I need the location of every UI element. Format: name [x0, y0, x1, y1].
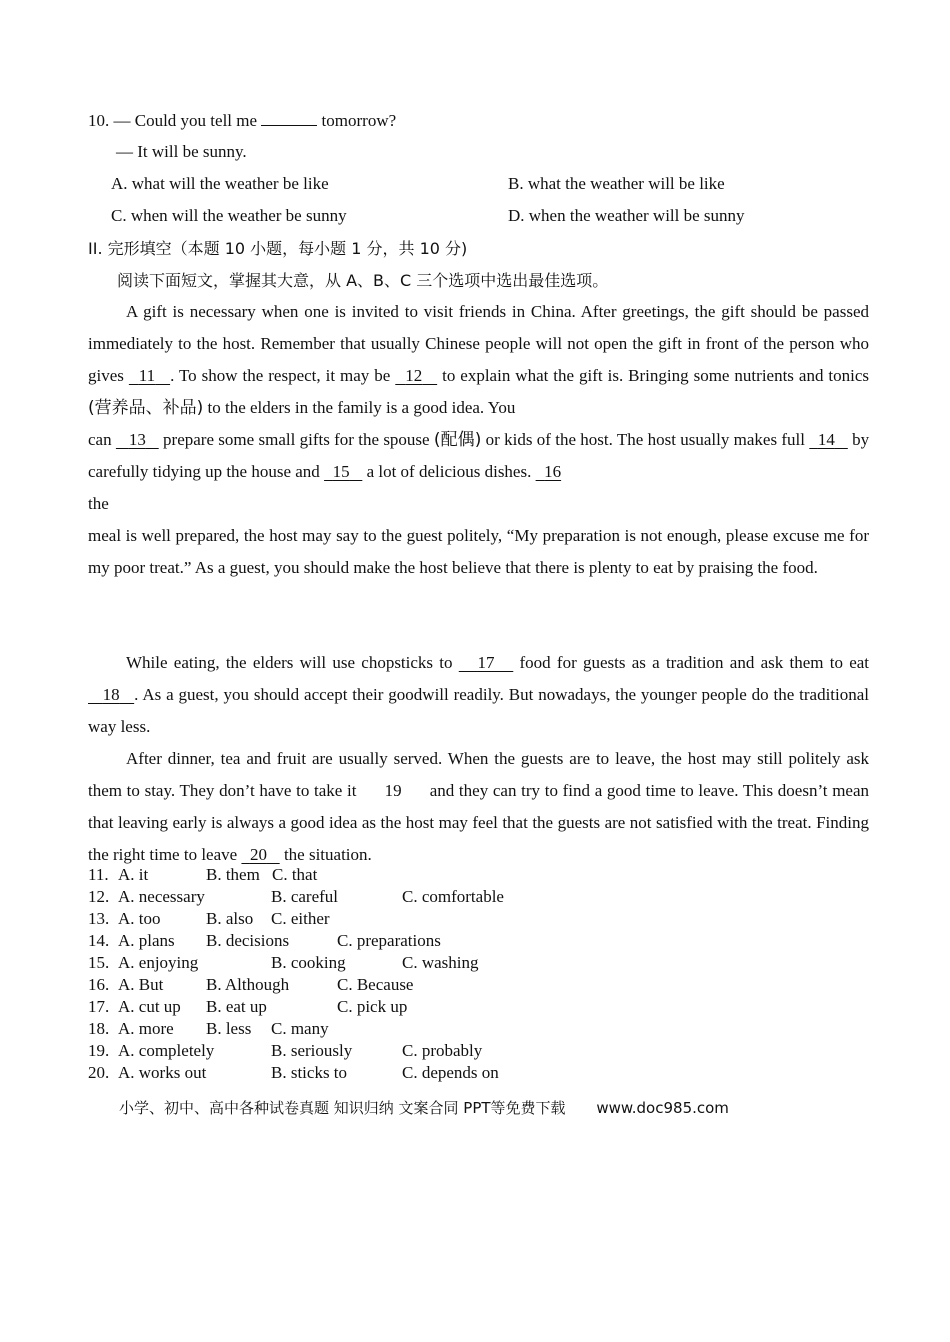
question-stem-after: tomorrow? — [321, 111, 397, 130]
answer-row-14: 14. A. plans B. decisions C. preparations — [88, 931, 441, 950]
blank-11: 11 — [138, 366, 156, 385]
answer-row-13: 13. A. too B. also C. either — [88, 909, 330, 928]
passage-paragraph-2: While eating, the elders will use chopsticks to 17 food for guests as a tradition and ask them to eat 18 . As a guest, you should accept their goodwill readily. But nowadays, the younger people do the traditional way less. — [88, 653, 870, 736]
option-a: A. what will the weather be like — [111, 174, 329, 193]
footer — [119, 1097, 729, 1118]
section-title: II. 完形填空（本题 10 小题，每小题 1 分，共 10 分) — [88, 239, 468, 258]
question-stem-before: — Could you tell me — [113, 111, 258, 130]
blank-17: 17 — [477, 653, 495, 672]
blank-20: 20 — [249, 845, 267, 864]
answer-row-16: 16. A. But B. Although C. Because — [88, 975, 414, 994]
answer-row-18: 18. A. more B. less C. many — [88, 1019, 329, 1038]
answer-row-20: 20. A. works out B. sticks to C. depends on — [88, 1063, 499, 1082]
answer-row-17: 17. A. cut up B. eat up C. pick up — [88, 997, 408, 1016]
annotation-nutrients: (营养品、补品) — [88, 398, 204, 418]
passage-paragraph-1: A gift is necessary when one is invited to visit friends in China. After greetings, the gift should be passed immediately to the host. Remember that usually Chinese people will not open the gift in front of the person who gives 11 . To show the respect, it may be 12 to explain what the gift is. Bringing some nutrients and tonics (营养品、补品) to the elders in the family is a good idea. You can 13 prepare some small gifts for the spouse (配偶) or kids of the host. The host usually makes full 14 by carefully tidying up the house and 15 a lot of delicious dishes. 16 the meal is well prepared, the host may say to the guest politely, “My preparation is not enough, please excuse me for my poor treat.” As a guest, you should make the host believe that there is plenty to eat by praising the food. — [88, 302, 870, 577]
blank-13: 13 — [128, 430, 146, 449]
question-number: 10. — [88, 111, 110, 130]
footer-link[interactable]: www.doc985.com — [596, 1099, 729, 1117]
option-d: D. when the weather will be sunny — [508, 206, 745, 225]
option-c: C. when will the weather be sunny — [111, 206, 347, 225]
blank-15: 15 — [332, 462, 350, 481]
answer-row-15: 15. A. enjoying B. cooking C. washing — [88, 953, 479, 972]
blank-14: 14 — [817, 430, 835, 449]
answer-row-11: 11. A. it B. them C. that — [88, 865, 318, 884]
section-instruction: 阅读下面短文，掌握其大意，从 A、B、C 三个选项中选出最佳选项。 — [117, 271, 609, 290]
question-10-reply: — It will be sunny. — [116, 142, 247, 161]
answer-blank — [261, 110, 317, 126]
passage-paragraph-3: After dinner, tea and fruit are usually served. When the guests are to leave, the host may still politely ask them to stay. They don’t have to take it 19 and they can try to find a good time to leave. This doesn’t mean that leaving early is always a good idea as the host may feel that the guests are not satisfied with the treat. Finding the right time to leave 20 the situation. — [88, 749, 870, 864]
option-b: B. what the weather will be like — [508, 174, 725, 193]
question-10-stem — [88, 110, 396, 131]
answer-row-12: 12. A. necessary B. careful C. comfortable — [88, 887, 504, 906]
footer-text: 小学、初中、高中各种试卷真题 知识归纳 文案合同 PPT等免费下载 — [119, 1099, 566, 1117]
annotation-spouse: (配偶) — [433, 430, 482, 450]
blank-12: 12 — [405, 366, 423, 385]
blank-19: 19 — [384, 781, 402, 800]
blank-18: 18 — [102, 685, 120, 704]
blank-16: 16 — [544, 462, 562, 481]
answer-row-19: 19. A. completely B. seriously C. probably — [88, 1041, 483, 1060]
